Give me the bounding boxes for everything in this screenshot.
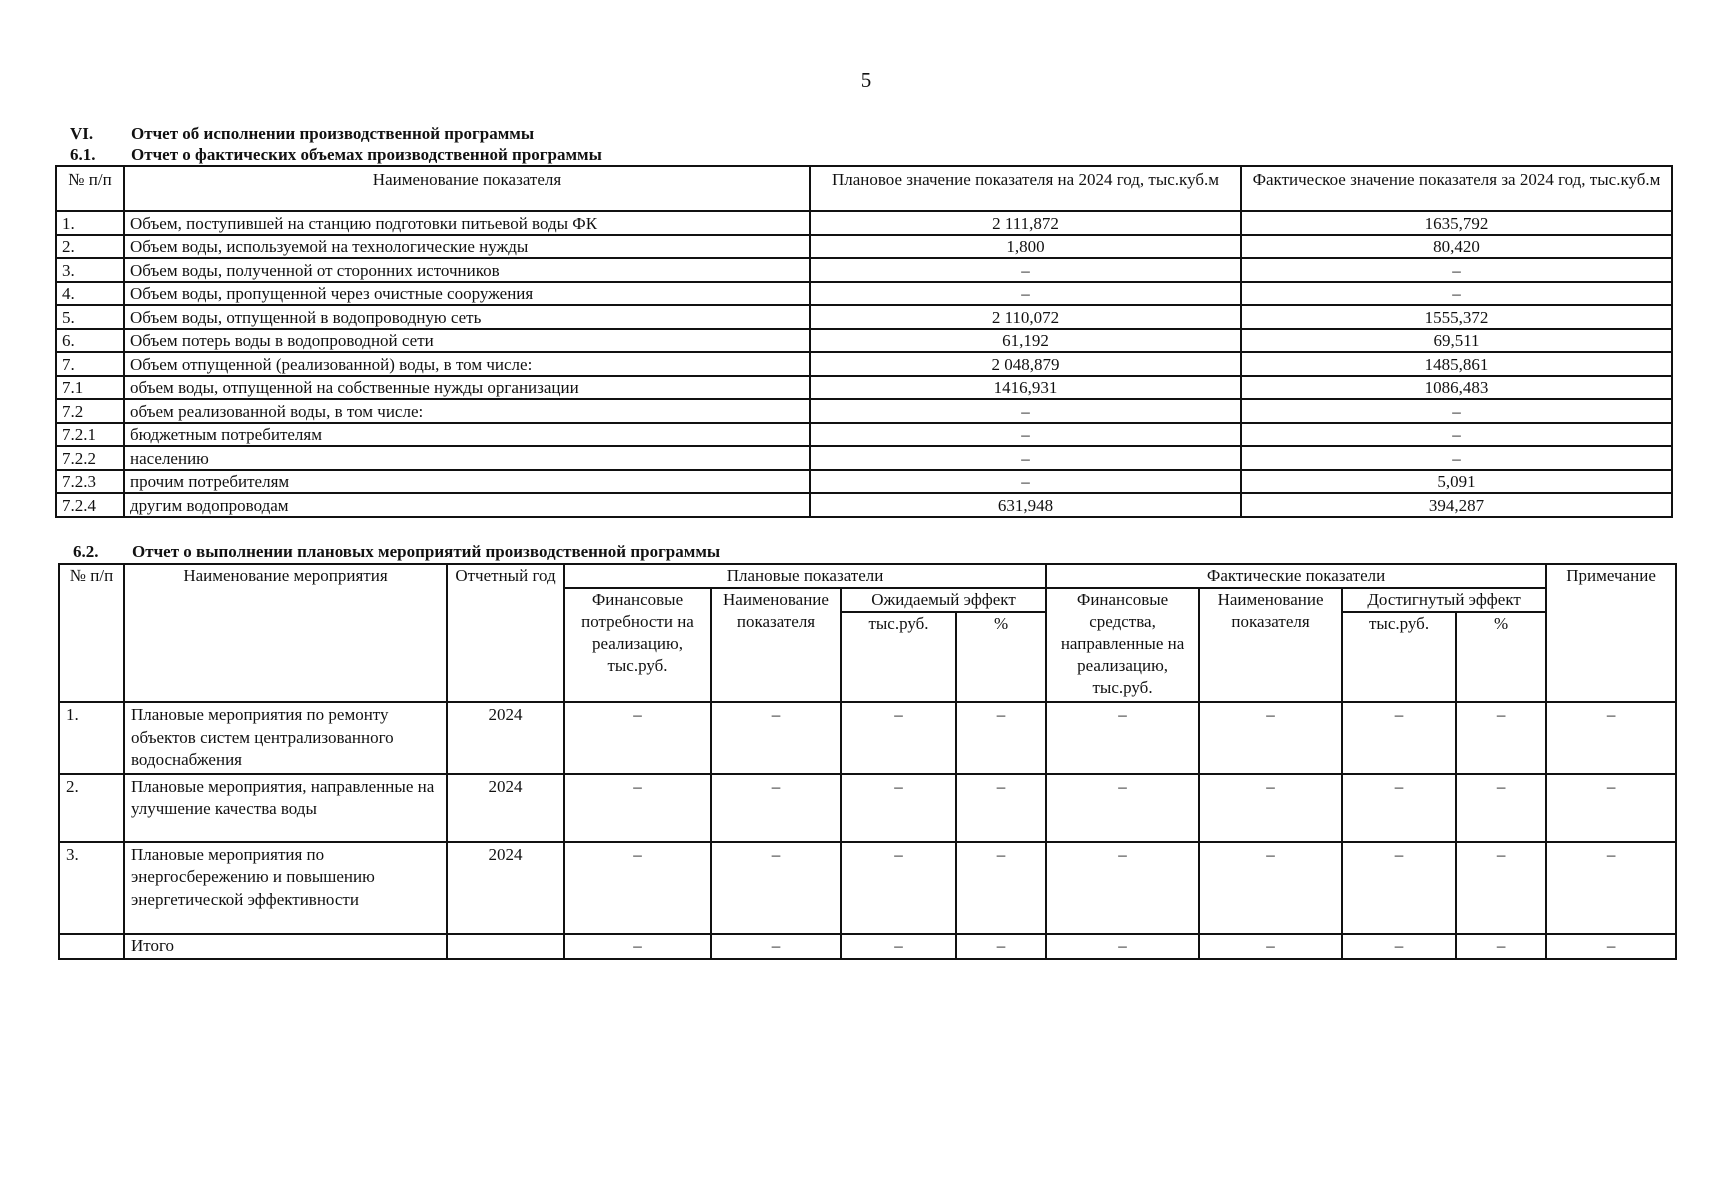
header-report-year: Отчетный год: [447, 564, 564, 702]
row-note: –: [1546, 774, 1676, 842]
row-number: 1.: [59, 702, 124, 774]
section-6-1-number: 6.1.: [70, 145, 96, 164]
row-plan-percent: –: [956, 702, 1046, 774]
table-row: [56, 399, 1672, 423]
row-fact-value: –: [1241, 399, 1672, 423]
section-6-title: Отчет об исполнении производственной программы: [131, 124, 535, 143]
table-header-row: [59, 564, 1676, 588]
header-fact-indicator: Наименование показателя: [1199, 588, 1342, 702]
section-6-heading: [70, 124, 534, 144]
table-row: [56, 376, 1672, 400]
row-fact-rub: –: [1342, 702, 1456, 774]
row-measure-name: Плановые мероприятия, направленные на улучшение качества воды: [124, 774, 447, 842]
row-indicator-name: прочим потребителям: [124, 470, 810, 494]
header-measure-name: Наименование мероприятия: [124, 564, 447, 702]
row-fact-value: 1555,372: [1241, 305, 1672, 329]
row-plan-rub: –: [841, 842, 956, 934]
row-number: 7.2.2: [56, 446, 124, 470]
row-note: –: [1546, 934, 1676, 960]
row-plan-value: –: [810, 470, 1241, 494]
row-measure-name: Плановые мероприятия по энергосбережению и повышению энергетической эффективности: [124, 842, 447, 934]
row-report-year: [447, 934, 564, 960]
row-fact-financing: –: [1046, 842, 1199, 934]
header-plan-group: Плановые показатели: [564, 564, 1046, 588]
page-number: 5: [860, 68, 872, 92]
header-plan-financing: Финансовые потребности на реализацию, тыс.руб.: [564, 588, 711, 702]
row-report-year: 2024: [447, 842, 564, 934]
row-fact-percent: –: [1456, 842, 1546, 934]
row-plan-value: –: [810, 446, 1241, 470]
table-row: [56, 329, 1672, 353]
row-plan-value: 61,192: [810, 329, 1241, 353]
row-plan-financing: –: [564, 934, 711, 960]
row-indicator-name: объем реализованной воды, в том числе:: [124, 399, 810, 423]
row-fact-value: 1086,483: [1241, 376, 1672, 400]
row-fact-value: 1635,792: [1241, 211, 1672, 235]
table-row: [56, 423, 1672, 447]
row-plan-value: 2 048,879: [810, 352, 1241, 376]
row-number: 4.: [56, 282, 124, 306]
table-row: [56, 352, 1672, 376]
table-header-row: [56, 166, 1672, 211]
row-measure-name: Итого: [124, 934, 447, 960]
table-row: [59, 842, 1676, 934]
row-plan-percent: –: [956, 934, 1046, 960]
row-plan-rub: –: [841, 934, 956, 960]
row-indicator-name: Объем воды, пропущенной через очистные сооружения: [124, 282, 810, 306]
row-measure-name: Плановые мероприятия по ремонту объектов систем централизованного водоснабжения: [124, 702, 447, 774]
section-6-2-heading: [73, 542, 720, 562]
row-fact-indicator: –: [1199, 702, 1342, 774]
table-row: [56, 305, 1672, 329]
row-number: 7.2.3: [56, 470, 124, 494]
row-plan-value: 2 111,872: [810, 211, 1241, 235]
row-plan-percent: –: [956, 774, 1046, 842]
production-volumes-body: [56, 211, 1672, 517]
row-number: 7.1: [56, 376, 124, 400]
header-fact-financing: Финансовые средства, направленные на реализацию, тыс.руб.: [1046, 588, 1199, 702]
row-note: –: [1546, 702, 1676, 774]
row-plan-indicator: –: [711, 774, 841, 842]
header-plan-percent: %: [956, 612, 1046, 702]
row-fact-financing: –: [1046, 774, 1199, 842]
row-plan-value: –: [810, 282, 1241, 306]
row-indicator-name: Объем, поступившей на станцию подготовки питьевой воды ФК: [124, 211, 810, 235]
row-fact-rub: –: [1342, 842, 1456, 934]
row-plan-indicator: –: [711, 934, 841, 960]
row-plan-financing: –: [564, 842, 711, 934]
table-row: [59, 702, 1676, 774]
header-fact-group: Фактические показатели: [1046, 564, 1546, 588]
row-fact-indicator: –: [1199, 934, 1342, 960]
section-6-1-heading: [70, 145, 602, 165]
row-report-year: 2024: [447, 774, 564, 842]
row-indicator-name: другим водопроводам: [124, 493, 810, 517]
section-6-1-title: Отчет о фактических объемах производственной программы: [131, 145, 602, 164]
table-row: [56, 258, 1672, 282]
row-fact-value: 5,091: [1241, 470, 1672, 494]
row-fact-value: –: [1241, 282, 1672, 306]
section-6-number: VI.: [70, 124, 94, 143]
row-fact-rub: –: [1342, 774, 1456, 842]
row-number: 7.2: [56, 399, 124, 423]
row-fact-percent: –: [1456, 934, 1546, 960]
row-fact-value: 1485,861: [1241, 352, 1672, 376]
header-plan-indicator: Наименование показателя: [711, 588, 841, 702]
row-report-year: 2024: [447, 702, 564, 774]
planned-measures-table: [58, 563, 1677, 960]
row-note: –: [1546, 842, 1676, 934]
row-fact-percent: –: [1456, 702, 1546, 774]
section-6-2-title: Отчет о выполнении плановых мероприятий производственной программы: [132, 542, 721, 561]
table-row: [59, 934, 1676, 960]
row-plan-value: –: [810, 258, 1241, 282]
header-plan-rub: тыс.руб.: [841, 612, 956, 702]
row-number: 3.: [56, 258, 124, 282]
table-row: [59, 774, 1676, 842]
row-indicator-name: бюджетным потребителям: [124, 423, 810, 447]
table-row: [56, 282, 1672, 306]
row-number: 7.2.4: [56, 493, 124, 517]
row-number: [59, 934, 124, 960]
row-number: 7.: [56, 352, 124, 376]
row-fact-indicator: –: [1199, 842, 1342, 934]
header-num: № п/п: [56, 166, 124, 211]
row-fact-value: 394,287: [1241, 493, 1672, 517]
row-indicator-name: Объем воды, отпущенной в водопроводную сеть: [124, 305, 810, 329]
row-plan-value: 631,948: [810, 493, 1241, 517]
row-plan-value: 1416,931: [810, 376, 1241, 400]
row-number: 6.: [56, 329, 124, 353]
production-volumes-table: [55, 165, 1673, 518]
row-indicator-name: Объем воды, полученной от сторонних источников: [124, 258, 810, 282]
header-note: Примечание: [1546, 564, 1676, 702]
table-row: [56, 470, 1672, 494]
table-row: [56, 211, 1672, 235]
header-plan-value: Плановое значение показателя на 2024 год, тыс.куб.м: [810, 166, 1241, 211]
section-6-2-number: 6.2.: [73, 542, 99, 561]
row-fact-value: 69,511: [1241, 329, 1672, 353]
row-plan-rub: –: [841, 774, 956, 842]
header-fact-value: Фактическое значение показателя за 2024 год, тыс.куб.м: [1241, 166, 1672, 211]
row-fact-value: –: [1241, 423, 1672, 447]
row-indicator-name: населению: [124, 446, 810, 470]
row-plan-rub: –: [841, 702, 956, 774]
row-indicator-name: Объем потерь воды в водопроводной сети: [124, 329, 810, 353]
table-row: [56, 493, 1672, 517]
row-number: 5.: [56, 305, 124, 329]
row-fact-value: –: [1241, 446, 1672, 470]
row-number: 7.2.1: [56, 423, 124, 447]
row-plan-indicator: –: [711, 702, 841, 774]
row-plan-value: –: [810, 399, 1241, 423]
header-fact-effect: Достигнутый эффект: [1342, 588, 1546, 612]
row-number: 1.: [56, 211, 124, 235]
row-plan-financing: –: [564, 774, 711, 842]
row-number: 3.: [59, 842, 124, 934]
row-indicator-name: объем воды, отпущенной на собственные нужды организации: [124, 376, 810, 400]
row-indicator-name: Объем воды, используемой на технологические нужды: [124, 235, 810, 259]
header-plan-effect: Ожидаемый эффект: [841, 588, 1046, 612]
row-number: 2.: [56, 235, 124, 259]
header-fact-rub: тыс.руб.: [1342, 612, 1456, 702]
row-indicator-name: Объем отпущенной (реализованной) воды, в том числе:: [124, 352, 810, 376]
planned-measures-body: [59, 702, 1676, 959]
row-fact-financing: –: [1046, 702, 1199, 774]
row-fact-rub: –: [1342, 934, 1456, 960]
row-plan-value: –: [810, 423, 1241, 447]
row-fact-financing: –: [1046, 934, 1199, 960]
row-fact-percent: –: [1456, 774, 1546, 842]
table-row: [56, 235, 1672, 259]
header-indicator-name: Наименование показателя: [124, 166, 810, 211]
row-plan-financing: –: [564, 702, 711, 774]
row-plan-value: 1,800: [810, 235, 1241, 259]
row-plan-value: 2 110,072: [810, 305, 1241, 329]
row-plan-indicator: –: [711, 842, 841, 934]
table-row: [56, 446, 1672, 470]
row-fact-indicator: –: [1199, 774, 1342, 842]
row-fact-value: –: [1241, 258, 1672, 282]
row-fact-value: 80,420: [1241, 235, 1672, 259]
row-plan-percent: –: [956, 842, 1046, 934]
header-fact-percent: %: [1456, 612, 1546, 702]
header-num: № п/п: [59, 564, 124, 702]
row-number: 2.: [59, 774, 124, 842]
